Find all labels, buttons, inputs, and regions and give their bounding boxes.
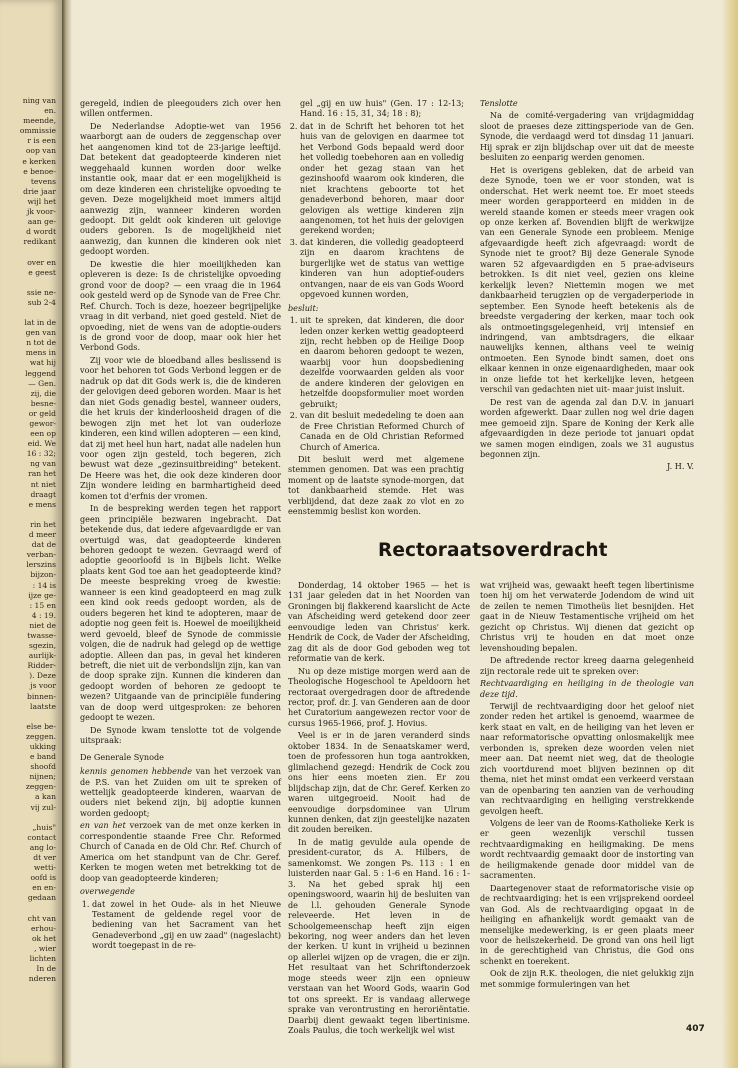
adjacent-page-line: d meer [28,530,56,540]
adjacent-page-line: en en- [32,883,56,893]
adjacent-page-line: gewor- [29,419,56,428]
adjacent-page-line: dat de [31,540,56,550]
paragraph [80,820,281,883]
adjacent-page-line [0,247,56,257]
list-item: 1. dat zowel in het Oude- als in het Nieuwe Testament de geldende regel voor de bediening van het Sacrament van het Genadeverbond „gij en uw zaad" (nageslacht) wordt toegepast in de re- [92,899,281,951]
adjacent-page-edge [0,0,62,1068]
adjacent-page-line [0,308,56,318]
paragraph: Ook de zijn R.K. theologen, die niet gelukkig zijn met sommige formuleringen van het [480,968,694,989]
adjacent-page-line: nijnen; [29,772,56,782]
adjacent-page-line: d wordt [26,227,56,237]
adjacent-page-line: jk voor- [27,207,56,217]
adjacent-page-line: ning van [22,96,56,105]
paragraph: wat vrijheid was, gewaakt heeft tegen libertinisme toen hij om het verwaterde Jodendom de wind uit de zeilen te nemen Timotheüs liet besnijden. Het gaat in de Nieuw Testamentische vrijheid om het gezicht op Christus. Wij dienen dat gezicht op Christus vrij te houden en dat moet onze levenshouding bepalen. [480,580,694,653]
adjacent-page-line [0,904,56,914]
adjacent-page-line: 4 : 19. [31,610,56,620]
adjacent-page-line: niet de [29,620,56,630]
adjacent-page-line: : 15 en [29,600,56,610]
page-edge-shadow [722,0,738,1068]
adjacent-page-line: Ridder- [27,661,56,671]
adjacent-page-line: erhou- [30,923,56,933]
paragraph: geregeld, indien de pleegouders zich over hen willen ontfermen. [80,98,281,119]
adjacent-page-line: ok het [31,933,56,943]
adjacent-page-line: ). Deze [29,671,56,681]
paragraph: Het is overigens gebleken, dat de arbeid van deze Synode, toen we er voor stonden, wat is onderschat. Het werk neemt toe. Er moet steeds meer worden gerapporteerd en midden in de wereld staande komen er steeds meer vragen ook op onze kerken af. Bovendien blijft de werkwijze van een Generale Synode een probleem. Menige afgevaardigde heeft zich afgevraagd: wordt de Synode niet te groot? Bij deze Generale Synode waren 52 afgevaardigden en 5 prae-adviseurs betrokken. Is dit niet veel, gezien ons kleine kerkelijk leven? Niettemin mogen we met dankbaarheid terugzien op de vergaderperiode in september. Een Synode heeft betekenis als de breedste vergadering der kerken, maar toch ook als ontmoetingsgelegenheid, vrij intensief en indringend, van ambtsdragers, die elkaar nauwelijks kennen, althans veel te weinig ontmoeten. Een Synode bindt samen, doet ons elkaar kennen in onze eigenaardigheden, maar ook in onze liefde tot het kerkelijke leven, hetgeen verschil van gedachten niet uit- maar juist insluit. [480,164,694,395]
adjacent-page-line: e band [29,752,56,762]
adjacent-page-line: contact [27,832,56,842]
adjacent-page-line: wat hij [29,358,56,368]
adjacent-page-line: e mens [28,499,56,509]
adjacent-page-line: draagt [30,489,56,499]
adjacent-page-line: verban- [26,550,56,560]
adjacent-page-line: zeggen. [25,731,56,741]
adjacent-page-line: lerszins [26,560,56,570]
adjacent-page-line [0,712,56,722]
adjacent-page-line: In de [36,964,56,974]
paragraph: De kwestie die hier moeilijkheden kan opleveren is deze: Is de christelijke opvoeding grond voor de doop? — een vraag die in 1964 ook gesteld werd op de Synode van de Free Chr. Ref. Church. Toch is deze, hoezeer begrijpelijke vraag in dit verband, niet goed gesteld. Niet de opvoeding, niet de wens van de adoptie-ouders is de grond voor de doop, maar ook hier het Verbond Gods. [80,258,281,353]
adjacent-page-line: ommissie [19,126,56,136]
adjacent-page-line: or geld [28,408,56,418]
adjacent-page-line: ang lo- [29,842,56,852]
adjacent-page-line: drie jaar [23,186,56,196]
paragraph: Nu op deze mistige morgen werd aan de Theologische Hogeschool te Apeldoorn het rectoraat overgedragen door de aftredende rector, prof. dr. J. van Genderen aan de door het Curatorium aangewezen rector voor de cursus 1965-1966, prof. J. Hovius. [288,665,470,728]
adjacent-page-line: rin het [30,519,56,529]
adjacent-page-line: besne- [30,398,56,408]
adjacent-page-line: r is een [27,136,56,146]
adjacent-page-line: over en [27,257,56,267]
adjacent-page-line: eid. We [27,439,56,449]
adjacent-page-line: , wier [34,943,56,953]
section-heading: Tenslotte [480,98,518,108]
adjacent-page-line: gen van [25,328,56,338]
adjacent-page-line: ran het [28,469,56,479]
adjacent-page-line: en. [44,106,56,116]
book-gutter [62,0,72,1068]
adjacent-page-line: zij, die [30,388,56,398]
adjacent-page-line [0,510,56,520]
adjacent-page-line: n tot de [26,338,56,348]
paragraph: In de bespreking werden tegen het rapport geen principiële bezwaren ingebracht. Dat betekende dus, dat iedere afgevaardigde er van overtuigd was, dat geadopteerde kinderen behoren gedoopt te wezen. Gevraagd werd of adoptie geoorloofd is in Bijbels licht. Welke plaats kent God toe aan het geadopteerde kind? De meeste bespreking vroeg de kwestie: wanneer is een kind geadopteerd en mag zulk een kind ook reeds gedoopt worden, als de ouders begeren het kind te adopteren, maar de adoptie nog geen feit is. Hoewel de moeilijkheid werd gevoeld, bleef de Synode de commissie volgen, die de nadruk had gelegd op de wettige adoptie. Alleen dan pas, in geval het kinderen betreft, die niet uit de verbondslijn zijn, kan van de doop sprake zijn. Kunnen die kinderen dan gedoopt worden of behoren ze gedoopt te wezen? Uitgaande van de principiële fundering van de doop werd uitgesproken: ze behoren gedoopt te wezen. [80,503,281,723]
adjacent-page-line: binnen- [26,691,56,701]
paragraph: In de matig gevulde aula opende de president-curator, ds A. Hilbers, de samenkomst. We zongen Ps. 113 : 1 en luisterden naar Gal. 5 : 1-6 en Hand. 16 : 1-3. Na het gebed sprak hij een openingswoord, waarin hij de besluiten van de l.l. gehouden Generale Synode releveerde. Het leven in de Schoolgemeenschap heeft zijn eigen bekoring, nog weer anders dan het leven der kerken. U kunt in vrijheid u bezinnen op allerlei wijzen op de vragen, die er zijn. Het resultaat van het Schriftonderzoek moge steeds weer zijn een opnieuw verstaan van het Woord Gods, waarin God tot ons spreekt. Er is vandaag allerwege sprake van verontrusting en heroriëntatie. Daarbij dient gewaakt tegen libertinisme. Zoals Paulus, die toch werkelijk wel wist [288,836,470,1036]
paragraph: De rest van de agenda zal dan D.V. in januari worden afgewerkt. Daar zullen nog wel drie dagen mee gemoeid zijn. Spare de Koning der Kerk alle afgevaardigden in deze periode tot januari opdat we samen mogen eindigen, zoals we 31 augustus begonnen zijn. [480,396,694,459]
adjacent-page-line: vij zul- [30,802,56,812]
list-item: 2. van dit besluit mededeling te doen aan de Free Christian Reformed Church of Canada en de Old Christian Reformed Church of America. [300,410,464,452]
adjacent-page-line: redikant [23,237,56,247]
author-signature: J. H. V. [667,461,694,472]
list-item: 2. dat in de Schrift het behoren tot het huis van de gelovigen en daarmee tot het Verbond Gods bepaald werd door het volledig toebehoren aan en volledig onder het gezag staan van het gezinshoofd waarom ook kinderen, die niet krachtens geboorte tot het genadeverbond behoren, maar door gelovigen als wettige kinderen zijn aangenomen, tot het huis der gelovigen gerekend worden; [300,121,464,236]
adjacent-page-line: tevens [30,176,56,186]
considerations-list [80,899,281,951]
adjacent-page-line: cht van [27,913,56,923]
adjacent-page-line: mens in [25,348,56,358]
adjacent-page-line: else be- [26,721,56,731]
paragraph: Veel is er in de jaren veranderd sinds oktober 1834. In de Senaatskamer werd, toen de professoren hun toga aantrokken, glimlachend gezegd: Hendrik de Cock zou ons hier eens moeten zien. Er zou blijdschap zijn, dat de Chr. Geref. Kerken zo waren uitgegroeid. Nooit had de eenvoudige dorpsdominee van Ulrum kunnen denken, dat zijn geestelijke nazaten dit zouden bereiken. [288,730,470,835]
adjacent-page-line: a kan [35,792,56,802]
adjacent-page-line: een op [30,429,56,439]
adjacent-page-line: e benoe- [23,166,56,176]
paragraph: Daartegenover staat de reformatorische visie op de rechtvaardiging: het is een vrijsprekend oordeel van God. Als de rechtvaardiging opgaat in de heiliging en afhankelijk wordt gemaakt van de menselijke medewerking, is er geen plaats meer voor de heilszekerheid. De grond van ons heil ligt in de gerechtigheid van Christus, die God ons schenkt en toerekent. [480,882,694,966]
column-4 [288,580,470,1036]
column-5 [480,580,694,1020]
adjacent-page-line: js voor [30,681,56,691]
paragraph: Donderdag, 14 oktober 1965 — het is 131 jaar geleden dat in het Noorden van Groningen bij flakkerend kaarslicht de Acte van Afscheiding werd getekend door zeer eenvoudige leden van Christus' kerk. Hendrik de Cock, de Vader der Afscheiding, zag dit als de door God geboden weg tot reformatie van de kerk. [288,580,470,664]
adjacent-page-line: ukking [29,742,56,751]
adjacent-page-line: oop van [25,146,56,156]
adjacent-page-line: wetti- [33,863,56,873]
adjacent-page-line: gedaan [27,893,56,903]
adjacent-page-line: dt ver [33,853,56,863]
list-item: 3. dat kinderen, die volledig geadopteerd zijn en daarom krachtens de burgerlijke wet de status van wettige kinderen van hun adoptief-ouders ontvangen, naar de eis van Gods Woord opgevoed kunnen worden, [300,237,464,300]
section-label: overwegende [80,886,135,897]
considerations-list-cont [288,121,464,300]
column-3 [480,98,694,528]
adjacent-page-line: zeggen- [25,782,56,792]
paragraph: De Nederlandse Adoptie-wet van 1956 waarborgt aan de ouders de zeggenschap over het aangenomen kind tot de 23-jarige leeftijd. Dat betekent dat geadopteerde kinderen niet weggehaald kunnen worden door welke instantie ook, maar dat er een mogelijkheid is om deze kinderen een christelijke opvoeding te geven. Deze mogelijkheid moet immers altijd aanwezig zijn, wanneer kinderen worden gedoopt. Dit geldt ook kinderen uit gelovige ouders geboren. Is de mogelijkheid niet aanwezig, dan kunnen die kinderen ook niet gedoopt worden. [80,120,281,257]
italic-lead: kennis genomen hebbende [80,766,193,777]
paragraph: Zij voor wie de bloedband alles beslissend is voor het behoren tot Gods Verbond leggen er de nadruk op dat dit Gods werk is, die de kinderen der gelovigen deed geboren worden. Maar is het dan niet Gods genadig bestel, wanneer ouders, die het kruis der kinderloosheid dragen of die bewogen zijn met het lot van ouderloze kinderen, een kind willen adopteren — een kind, dat zij met heel hun hart, nadat alle nadelen hun voor ogen zijn gesteld, toch begeren, zich bewust wat deze „gezinsuitbreiding" betekent. De Heere was het, die ook deze kinderen door Zijn wondere leiding en barmhartigheid deed komen tot d'erfnis der vromen. [80,354,281,501]
adjacent-page-line: e kerken [22,156,56,166]
list-continuation: gel „gij en uw huis" (Gen. 17 : 12-13; Hand. 16 : 15, 31, 34; 18 : 8); [300,98,464,119]
adjacent-page-line [0,278,56,288]
adjacent-page-line: lat in de [24,318,56,328]
adjacent-page-line: „huis" [32,822,56,832]
paragraph: Na de comité-vergadering van vrijdagmiddag sloot de praeses deze zittingsperiode van de Gen. Synode, die verdaagd werd tot dinsdag 11 januari. Hij sprak er zijn blijdschap over uit dat de meeste besluiten zo eenparig werden genomen. [480,110,694,163]
column-2 [288,98,464,538]
adjacent-page-line: nt niet [30,479,56,489]
paragraph: De aftredende rector kreeg daarna gelegenheid zijn rectorale rede uit te spreken over: [480,655,694,676]
adjacent-page-line: bijzon- [30,570,56,580]
decision-list [288,315,464,452]
section-label: besluit: [288,302,319,313]
paragraph: Volgens de leer van de Rooms-Katholieke Kerk is er geen wezenlijk verschil tussen rechtvaardigmaking en heiligmaking. De mens wordt rechtvaardig gemaakt door de instorting van de heiligmakende genade door middel van de sacramenten. [480,817,694,881]
adjacent-page-line: lichten [29,953,56,963]
italic-lead: en van het [80,820,126,831]
adjacent-page-line: oofd is [30,873,56,883]
column-1 [80,98,281,1018]
lecture-subtitle: Rechtvaardiging en heiliging in de theologie van deze tijd. [480,678,694,699]
list-item: 1. uit te spreken, dat kinderen, die door leden onzer kerken wettig geadopteerd zijn, recht hebben op de Heilige Doop en daarom behoren gedoopt te wezen, waarbij voor hun doopsbediening dezelfde voorwaarden gelden als voor de andere kinderen der gelovigen en hetzelfde doopsformulier moet worden gebruikt; [300,315,464,409]
page-number: 407 [686,1024,705,1034]
adjacent-page-line: aurlijk- [28,651,56,661]
adjacent-page-line: sgezin, [29,641,56,651]
adjacent-page-line: ijze ge- [28,590,56,600]
paragraph-text: verzoek van de met onze kerken in correspondentie staande Free Chr. Reformed Church of Canada en de Old Chr. Ref. Church of America om het standpunt van de Chr. Geref. Kerken te mogen weten met betrekking tot de doop van geadopteerde kinderen; [80,820,281,883]
adjacent-page-line: e geest [28,267,56,277]
adjacent-page-text [0,0,62,984]
paragraph: De Synode kwam tenslotte tot de volgende uitspraak: [80,724,281,746]
adjacent-page-line: leggend [25,368,56,378]
paragraph: Terwijl de rechtvaardiging door het geloof niet zonder reden het artikel is genoemd, waarmee de kerk staat en valt, en de heiliging van het leven er naar reformatorische opvatting onlosmakelijk mee verbonden is, spreken deze woorden velen niet meer aan. Dat neemt niet weg, dat de theologie zich voortdurend moet blijven bezinnen op dit thema, niet het minst omdat een verkeerd verstaan van de openbaring ten aanzien van de verhouding van rechtvaardiging en heiliging verstrekkende gevolgen heeft. [480,700,694,816]
adjacent-page-line: wijl het [27,196,56,206]
adjacent-page-line: twasse- [27,630,56,640]
adjacent-page-line: shoofd [30,762,56,772]
adjacent-page-line: aan ge- [27,217,56,227]
adjacent-page-line: ssie ne- [26,287,56,297]
adjacent-page-line: nderen [28,974,56,984]
adjacent-page-line: meende, [23,116,56,126]
adjacent-page-line: — Gen. [28,378,56,388]
paragraph: Dit besluit werd met algemene stemmen genomen. Dat was een prachtig moment op de laatste synode-morgen, dat tot dankbaarheid stemde. Het was verblijdend, dat deze zaak zo vlot en zo eenstemmig beslist kon worden. [288,453,464,517]
article-title: Rectoraatsoverdracht [378,540,608,561]
adjacent-page-line: 16 : 32; [26,449,56,459]
paragraph [80,766,281,818]
adjacent-page-line: ng van [30,459,56,469]
adjacent-page-line: laatste [30,701,56,711]
synode-label: De Generale Synode [80,751,164,762]
paragraph-text: van het verzoek van de P.S. van het Zuiden om uit te spreken of wettelijk geadopteerde kinderen, waarvan de ouders niet bekend zijn, bij adoptie kunnen worden gedoopt; [80,766,281,818]
adjacent-page-line [0,813,56,823]
adjacent-page-line: : 14 is [32,580,56,590]
adjacent-page-line: sub 2-4 [27,297,56,307]
